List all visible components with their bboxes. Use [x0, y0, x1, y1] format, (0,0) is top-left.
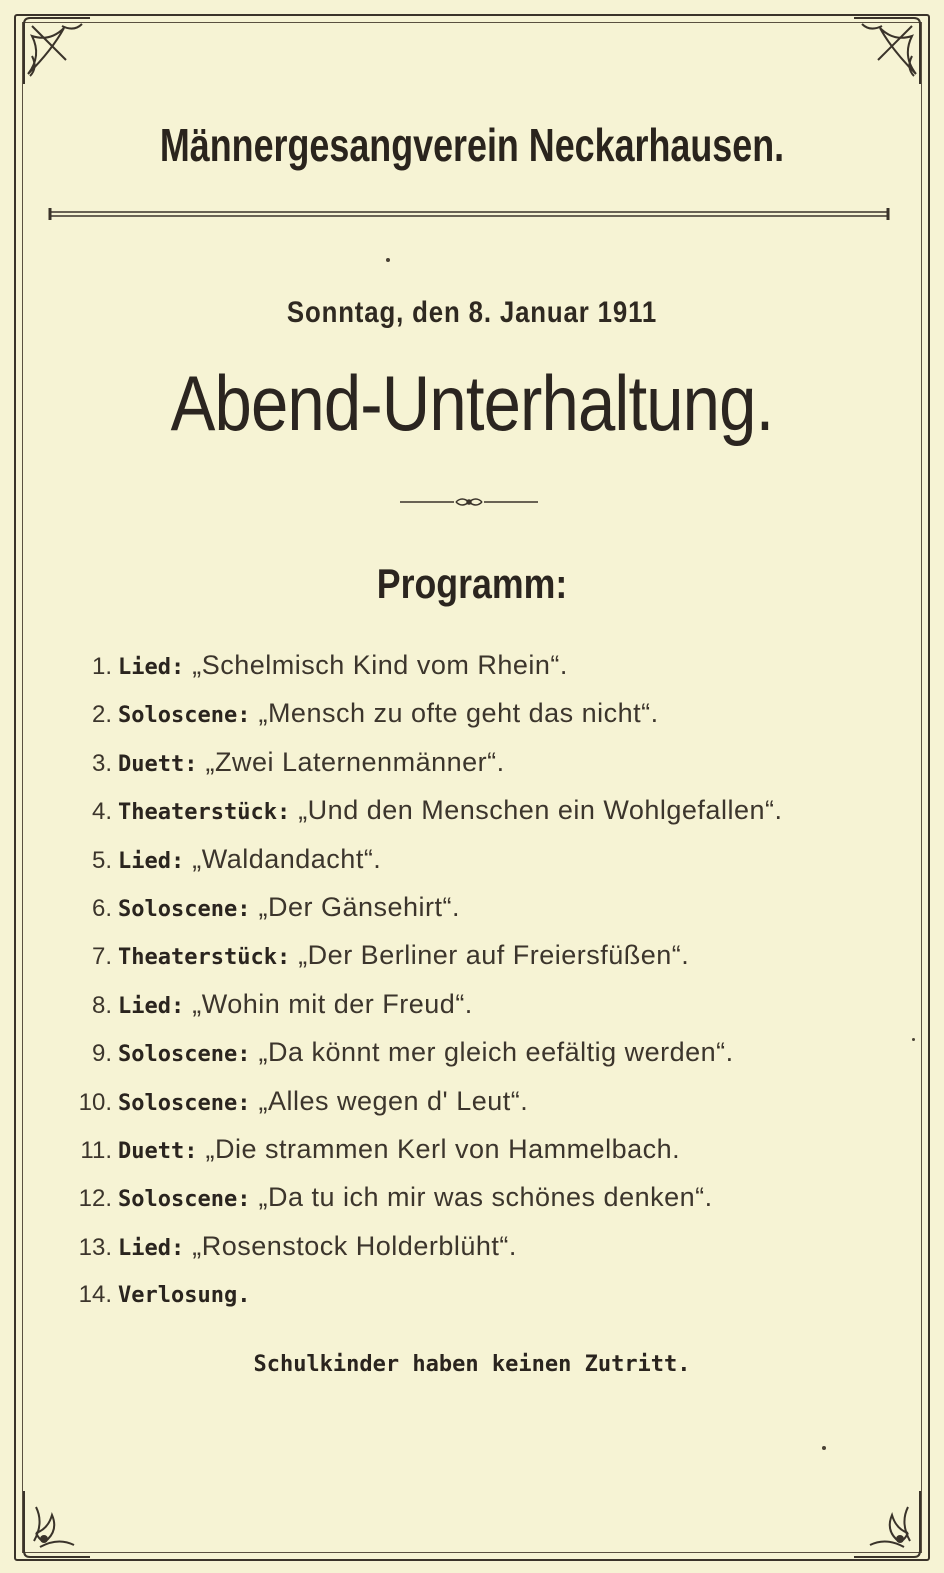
- ink-speck: [386, 258, 390, 262]
- event-date: Sonntag, den 8. Januar 1911: [286, 296, 658, 329]
- event-title: Abend-Unterhaltung.: [170, 359, 774, 447]
- item-number: 9.: [91, 1040, 112, 1068]
- item-number: 5.: [91, 846, 112, 874]
- item-kind: Lied:: [118, 993, 185, 1019]
- item-kind: Theaterstück:: [118, 800, 291, 826]
- item-kind: Soloscene:: [118, 703, 251, 729]
- ink-speck: [912, 1038, 915, 1041]
- corner-ornament-bottom-left-icon: [22, 1489, 92, 1559]
- item-kind: Soloscene:: [118, 1090, 251, 1116]
- program-item: [60, 886, 920, 934]
- item-title: „Die strammen Kerl von Hammelbach.: [205, 1133, 681, 1164]
- item-kind: Verlosung.: [118, 1283, 251, 1309]
- program-item: [60, 934, 920, 982]
- item-title: „Und den Menschen ein Wohlgefallen“.: [298, 795, 783, 826]
- admission-notice: Schulkinder haben keinen Zutritt.: [253, 1352, 691, 1377]
- item-number: 11.: [80, 1136, 112, 1164]
- item-kind: Soloscene:: [118, 1042, 251, 1068]
- item-kind: Duett:: [118, 751, 198, 777]
- item-number: 6.: [91, 894, 112, 922]
- program-item: [60, 838, 920, 886]
- item-number: 1.: [91, 653, 112, 680]
- item-title: „Waldandacht“.: [192, 843, 382, 874]
- program-item: [60, 789, 920, 837]
- item-kind: Lied:: [118, 655, 185, 680]
- item-title: „Wohin mit der Freud“.: [192, 988, 473, 1019]
- item-number: 4.: [91, 798, 112, 826]
- program-item: [60, 1128, 920, 1176]
- item-kind: Soloscene:: [118, 896, 251, 922]
- program-item: [60, 741, 920, 789]
- program-item: [60, 644, 920, 692]
- ink-speck: [822, 1446, 826, 1450]
- item-number: 3.: [91, 749, 112, 777]
- program-item: [60, 1273, 920, 1321]
- item-number: 2.: [91, 701, 112, 729]
- item-kind: Duett:: [118, 1138, 198, 1164]
- program-item: [60, 1176, 920, 1224]
- item-kind: Soloscene:: [118, 1187, 251, 1213]
- item-title: „Schelmisch Kind vom Rhein“.: [192, 650, 568, 680]
- program-item: [60, 692, 920, 740]
- item-kind: Lied:: [118, 1235, 185, 1261]
- item-number: 12.: [78, 1185, 112, 1213]
- item-title: „Der Berliner auf Freiersfüßen“.: [298, 940, 690, 971]
- item-number: 7.: [91, 943, 112, 971]
- program-list: [60, 644, 920, 1321]
- item-number: 8.: [91, 991, 112, 1019]
- item-title: „Da könnt mer gleich eefältig werden“.: [258, 1037, 734, 1068]
- program-item: [60, 1080, 920, 1128]
- corner-ornament-bottom-right-icon: [852, 1489, 922, 1559]
- program-item: [60, 983, 920, 1031]
- item-title: „Rosenstock Holderblüht“.: [192, 1230, 517, 1261]
- corner-ornament-top-right-icon: [852, 16, 922, 86]
- item-number: 14.: [78, 1281, 112, 1309]
- item-title: „Alles wegen d' Leut“.: [258, 1085, 529, 1116]
- society-name: Männergesangverein Neckarhausen.: [159, 119, 785, 171]
- program-item: [60, 1031, 920, 1079]
- item-title: „Da tu ich mir was schönes denken“.: [258, 1182, 713, 1213]
- item-kind: Lied:: [118, 848, 185, 874]
- item-title: „Zwei Laternenmänner“.: [205, 746, 505, 777]
- program-heading: Programm:: [376, 560, 568, 607]
- corner-ornament-top-left-icon: [22, 16, 92, 86]
- program-item: [60, 1225, 920, 1273]
- item-number: 10.: [78, 1088, 112, 1116]
- item-number: 13.: [78, 1233, 112, 1261]
- item-title: „Der Gänsehirt“.: [258, 891, 461, 922]
- divider-ornament-icon: [398, 494, 540, 510]
- item-kind: Theaterstück:: [118, 945, 291, 971]
- item-title: „Mensch zu ofte geht das nicht“.: [258, 698, 659, 729]
- decorative-rule: [44, 206, 894, 222]
